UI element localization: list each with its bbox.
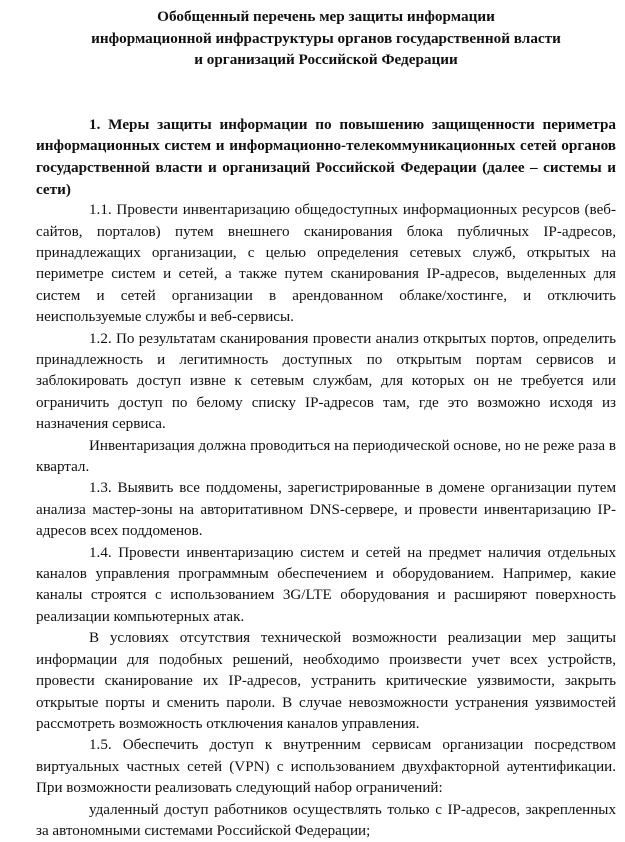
section-heading: 1. Меры защиты информации по повышению защищенности периметра информационных систем и информационно-телекоммуникационных сетей органов государственной власти и организаций Российской Федерации (далее – системы и сети): [36, 115, 616, 198]
paragraph-1-1: 1.1. Провести инвентаризацию общедоступных информационных ресурсов (веб-сайтов, порталов) путем внешнего сканирования блока публичных IP-адресов, принадлежащих организации, с целью определения сетевых служб, открытых на периметре систем и сетей, а также путем сканирования IP-адресов, выделенных для систем и сетей организации в арендованном облаке/хостинге, и отключить неиспользуемые службы и веб-сервисы.: [36, 202, 616, 326]
paragraph-1-2: 1.2. По результатам сканирования провести анализ открытых портов, определить принадлежность и легитимность доступных по открытым портам сервисов и заблокировать доступ извне к сетевым службам, для которых он не требуется или ограничить доступ по белому списку IP-адресов там, где это возможно исходя из назначения сервиса.: [36, 330, 616, 433]
paragraph-1-3: 1.3. Выявить все поддомены, зарегистрированные в домене организации путем анализа мастер-зоны на авторитативном DNS-сервере, и провести инвентаризацию IP-адресов всех поддоменов.: [36, 480, 616, 540]
paragraph-remote-access: удаленный доступ работников осуществлять только с IP-адресов, закрепленных за автономными системами Российской Федерации;: [36, 801, 616, 839]
document-title-line-1: Обобщенный перечень мер защиты информации: [157, 8, 495, 25]
paragraph-1-4: 1.4. Провести инвентаризацию систем и сетей на предмет наличия отдельных каналов управления программным обеспечением и оборудованием. Например, какие каналы строятся с использованием 3G/LTE оборудования и расширяют поверхность реализации компьютерных атак.: [36, 544, 616, 625]
paragraph-inventory-note: Инвентаризация должна проводиться на периодической основе, но не реже раза в квартал.: [36, 437, 616, 476]
document-title: [36, 6, 616, 71]
document-page: [36, 6, 616, 842]
paragraph-1-5: 1.5. Обеспечить доступ к внутренним сервисам организации посредством виртуальных частных сетей (VPN) с использованием двухфакторной аутентификации. При возможности реализовать следующий набор ограничений:: [36, 737, 616, 797]
document-title-line-2: информационной инфраструктуры органов государственной власти: [91, 29, 561, 47]
document-title-line-3: и организаций Российской Федерации: [194, 51, 458, 69]
paragraph-no-tech-possibility: В условиях отсутствия технической возможности реализации мер защиты информации для подобных решений, необходимо произвести учет всех устройств, провести сканирование их IP-адресов, устранить критические уязвимости, закрыть открытые порты и сменить пароли. В случае невозможности устранения уязвимостей рассмотреть возможность отключения каналов управления.: [36, 630, 616, 732]
